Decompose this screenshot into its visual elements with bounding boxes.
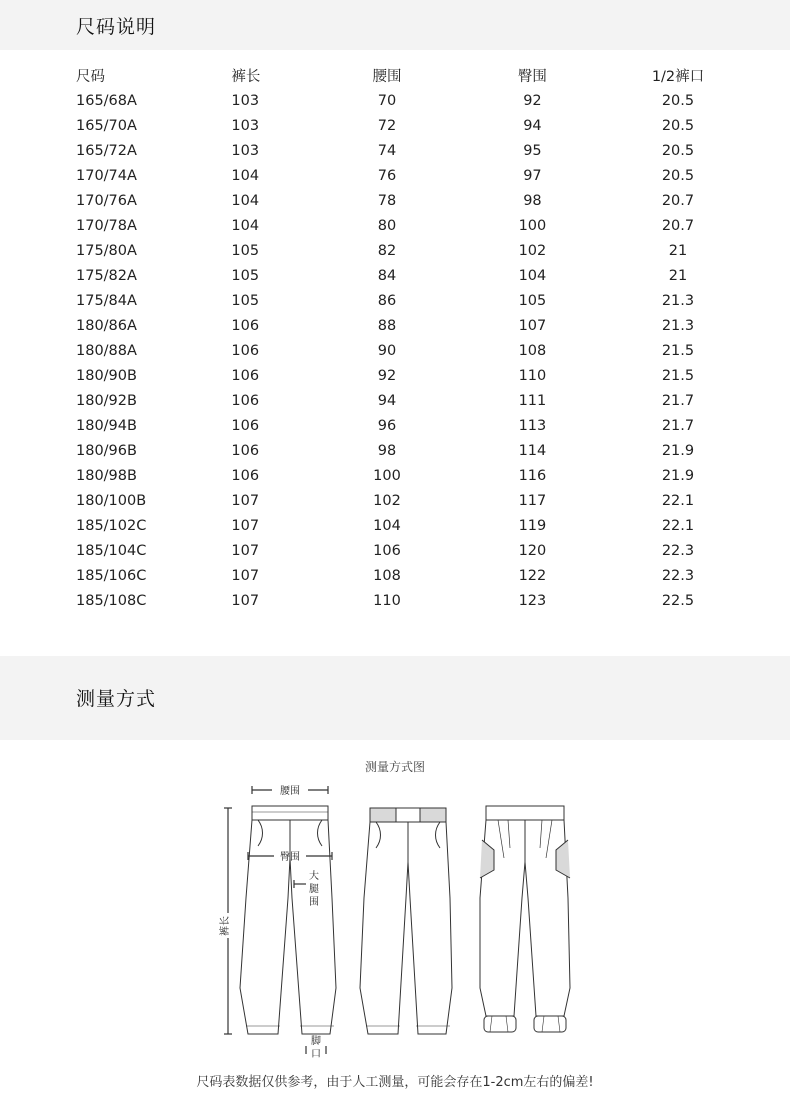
cell-length: 106 [231,442,260,459]
cell-hip: 122 [518,567,547,584]
cell-hip: 95 [523,142,542,159]
cell-waist: 72 [377,117,397,134]
diagram-title: 测量方式图 [364,760,425,774]
cell-size: 175/84A [76,292,137,309]
cell-length: 103 [231,142,260,159]
cell-waist: 86 [377,292,397,309]
table-row [76,213,746,238]
cell-hip: 117 [518,492,547,509]
cell-waist: 94 [377,392,397,409]
cell-size: 170/78A [76,217,137,234]
table-row [76,238,746,263]
table-row [76,488,746,513]
table-row [76,163,746,188]
cell-hem: 21 [668,242,688,259]
cell-hip: 113 [518,417,547,434]
cell-waist: 106 [373,542,401,559]
table-row [76,588,746,613]
cell-hip: 98 [523,192,542,209]
cell-size: 175/82A [76,267,137,284]
table-row [76,388,746,413]
table-row [76,288,746,313]
table-row [76,313,746,338]
size-section-header [0,0,790,50]
thigh-label-2: 腿 [309,884,319,895]
cell-size: 185/102C [76,517,147,534]
cell-hem: 20.7 [661,217,695,234]
thigh-measure-mark [294,880,306,888]
cell-waist: 90 [377,342,397,359]
cell-hem: 22.1 [661,517,695,534]
pants-back-rolled [480,806,570,1032]
header-size: 尺码 [76,68,105,85]
measure-section-header [0,656,790,740]
cell-size: 185/108C [76,592,147,609]
cell-waist: 76 [377,167,397,184]
size-section-title: 尺码说明 [76,16,157,38]
cell-length: 106 [231,417,260,434]
cell-hem: 21.3 [661,292,695,309]
pants-front-measured [240,806,336,1034]
cell-size: 165/68A [76,92,137,109]
cell-hem: 21.5 [661,342,695,359]
cell-length: 107 [231,542,260,559]
cell-waist: 108 [373,567,401,584]
hem-label-1: 脚 [311,1036,321,1047]
cell-length: 107 [231,517,260,534]
hem-label-2: 口 [311,1049,321,1060]
cell-length: 107 [231,567,260,584]
cell-hip: 102 [518,242,547,259]
cell-length: 104 [231,167,260,184]
cell-length: 103 [231,117,260,134]
header-length: 裤长 [231,68,261,85]
header-hip: 臀围 [517,68,547,85]
cell-hip: 94 [523,117,542,134]
cell-hem: 22.5 [661,592,695,609]
hip-label: 臀围 [280,852,300,863]
cell-waist: 88 [377,317,397,334]
cell-waist: 96 [377,417,397,434]
cell-hem: 20.7 [661,192,695,209]
cell-waist: 104 [373,517,401,534]
cell-size: 185/104C [76,542,147,559]
cell-hip: 100 [518,217,547,234]
table-header-row [76,62,746,88]
table-row [76,88,746,113]
cell-size: 180/88A [76,342,137,359]
table-row [76,438,746,463]
table-row [76,338,746,363]
table-row [76,413,746,438]
table-row [76,113,746,138]
cell-hip: 92 [523,92,542,109]
cell-length: 107 [231,492,260,509]
table-row [76,563,746,588]
footnote: 尺码表数据仅供参考，由于人工测量，可能会存在1-2cm左右的偏差! [196,1075,594,1090]
cell-length: 106 [231,392,260,409]
table-row [76,463,746,488]
cell-hem: 20.5 [661,142,695,159]
table-row [76,513,746,538]
measurement-diagram [210,778,590,1063]
cell-size: 185/106C [76,567,147,584]
cell-length: 106 [231,317,260,334]
cell-hem: 20.5 [661,92,695,109]
header-waist: 腰围 [372,68,402,85]
waist-label: 腰围 [280,786,300,797]
measure-section-title: 测量方式 [76,688,157,710]
cell-hip: 107 [518,317,547,334]
cell-waist: 102 [373,492,401,509]
cell-hem: 21.7 [661,417,695,434]
cell-size: 180/96B [76,442,137,459]
cell-waist: 78 [377,192,397,209]
table-row [76,138,746,163]
cell-size: 165/72A [76,142,137,159]
cell-hem: 20.5 [661,167,695,184]
cell-hip: 97 [523,167,542,184]
cell-hip: 111 [518,392,547,409]
cell-hem: 21.3 [661,317,695,334]
cell-waist: 110 [373,592,401,609]
table-row [76,188,746,213]
table-row [76,263,746,288]
cell-waist: 80 [377,217,397,234]
cell-waist: 84 [377,267,397,284]
cell-hip: 108 [518,342,547,359]
cell-size: 180/94B [76,417,137,434]
cell-length: 103 [231,92,260,109]
cell-size: 180/100B [76,492,147,509]
cell-size: 170/74A [76,167,137,184]
cell-length: 106 [231,367,260,384]
cell-length: 106 [231,467,260,484]
thigh-label-1: 大 [309,871,319,882]
cell-size: 180/92B [76,392,137,409]
cell-size: 180/90B [76,367,137,384]
cell-length: 105 [231,267,260,284]
cell-size: 170/76A [76,192,137,209]
length-label: 裤长 [220,916,231,936]
cell-length: 105 [231,292,260,309]
cell-waist: 92 [377,367,397,384]
cell-waist: 74 [377,142,397,159]
cell-hip: 104 [518,267,547,284]
cell-hem: 21.9 [661,442,695,459]
cell-length: 105 [231,242,260,259]
cell-size: 180/98B [76,467,137,484]
cell-hem: 22.3 [661,567,695,584]
cell-hem: 20.5 [661,117,695,134]
cell-hip: 123 [518,592,547,609]
size-table [76,62,746,613]
cell-waist: 98 [377,442,397,459]
cell-hip: 120 [518,542,547,559]
cell-hip: 114 [518,442,547,459]
cell-size: 165/70A [76,117,137,134]
cell-hem: 21.9 [661,467,695,484]
pants-front-plain [360,808,452,1034]
cell-hip: 116 [518,467,547,484]
cell-length: 104 [231,217,260,234]
cell-hem: 21.5 [661,367,695,384]
cell-hem: 21.7 [661,392,695,409]
cell-waist: 70 [377,92,397,109]
cell-length: 107 [231,592,260,609]
cell-waist: 82 [377,242,397,259]
table-row [76,363,746,388]
cell-hem: 21 [668,267,688,284]
cell-hip: 105 [518,292,547,309]
cell-size: 175/80A [76,242,137,259]
cell-hip: 110 [518,367,547,384]
table-row [76,538,746,563]
header-hem: 1/2裤口 [651,68,705,85]
cell-hem: 22.1 [661,492,695,509]
cell-hem: 22.3 [661,542,695,559]
thigh-label-3: 围 [309,897,319,908]
cell-length: 104 [231,192,260,209]
cell-waist: 100 [373,467,401,484]
cell-length: 106 [231,342,260,359]
cell-size: 180/86A [76,317,137,334]
cell-hip: 119 [518,517,547,534]
